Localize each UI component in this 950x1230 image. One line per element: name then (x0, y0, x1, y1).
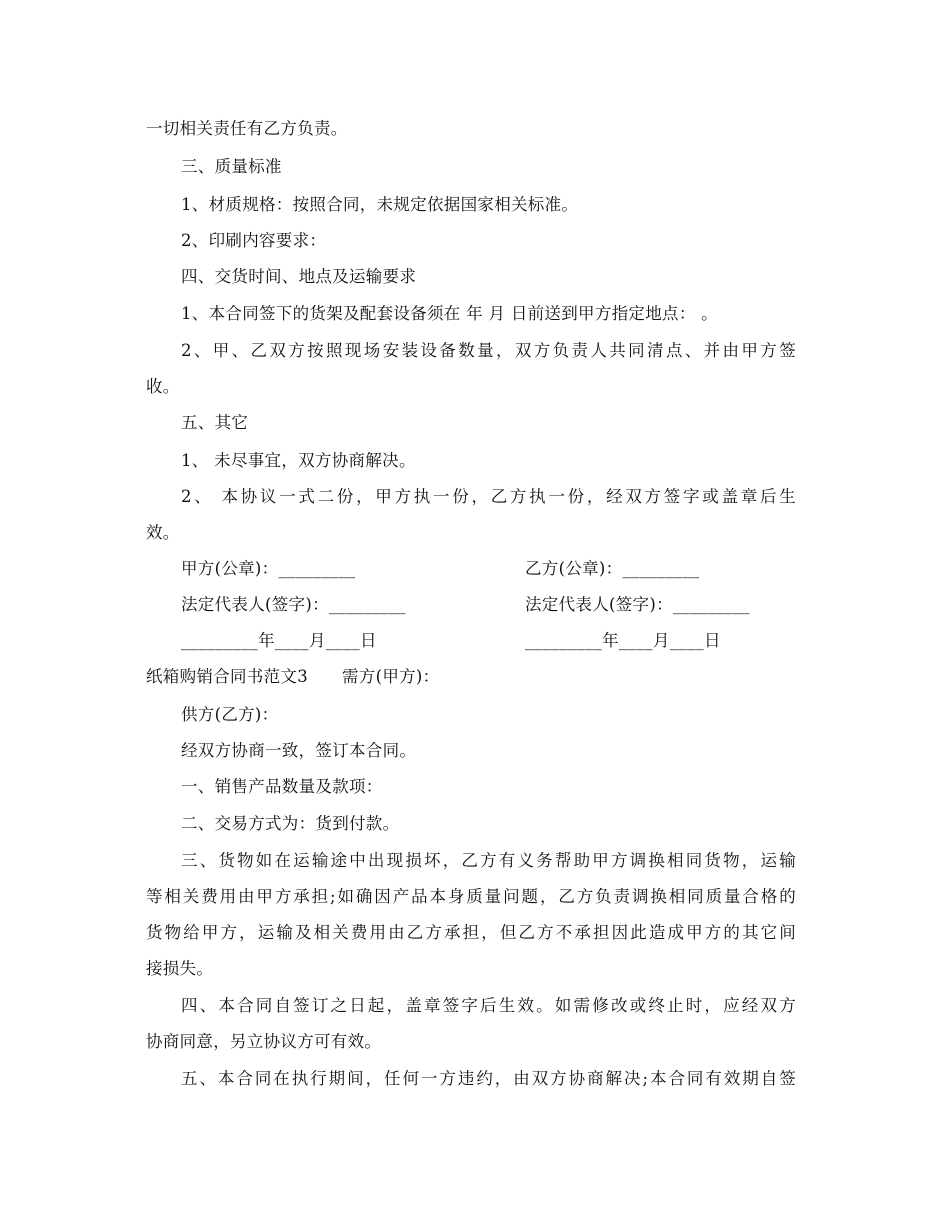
paragraph-line: 等相关费用由甲方承担;如确因产品本身质量问题，乙方负责调换相同质量合格的 (146, 887, 796, 906)
party-b-date-line: _________年____月____日 (525, 631, 721, 650)
paragraph-line: 货物给甲方，运输及相关费用由乙方承担，但乙方不承担因此造成甲方的其它间 (146, 923, 796, 942)
paragraph-line: 效。 (146, 523, 180, 542)
section-heading: 一、销售产品数量及款项： (181, 777, 383, 796)
paragraph-line: 五、本合同在执行期间，任何一方违约，由双方协商解决;本合同有效期自签 (181, 1069, 796, 1088)
party-a-representative-line: 法定代表人(签字)：_________ (181, 595, 406, 614)
paragraph-line: 1、本合同签下的货架及配套设备须在 年 月 日前送到甲方指定地点： 。 (181, 304, 718, 323)
paragraph-line: 2、印刷内容要求： (181, 231, 327, 250)
buyer-label: 需方(甲方)： (342, 667, 440, 686)
party-a-seal-line: 甲方(公章)：_________ (181, 559, 356, 578)
section-heading: 四、交货时间、地点及运输要求 (181, 267, 417, 286)
contract-title-line (146, 666, 439, 688)
contract-title: 纸箱购销合同书范文3 (146, 667, 308, 686)
paragraph-line: 1、材质规格：按照合同，未规定依据国家相关标准。 (181, 195, 579, 214)
paragraph-line: 2、甲、乙双方按照现场安装设备数量，双方负责人共同清点、并由甲方签 (181, 341, 796, 360)
party-b-seal-line: 乙方(公章)：_________ (525, 559, 700, 578)
paragraph-line: 三、货物如在运输途中出现损坏，乙方有义务帮助甲方调换相同货物，运输 (181, 851, 796, 870)
paragraph-line: 协商同意，另立协议方可有效。 (146, 1032, 382, 1051)
paragraph-line: 二、交易方式为：货到付款。 (181, 814, 400, 833)
party-a-date-line: _________年____月____日 (181, 631, 377, 650)
paragraph-line: 经双方协商一致，签订本合同。 (181, 741, 417, 760)
paragraph-line: 2、 本协议一式二份，甲方执一份，乙方执一份，经双方签字或盖章后生 (181, 487, 796, 506)
party-b-representative-line: 法定代表人(签字)：_________ (525, 595, 750, 614)
paragraph-line: 接损失。 (146, 959, 214, 978)
section-heading: 三、质量标准 (181, 157, 282, 176)
paragraph-line: 一切相关责任有乙方负责。 (146, 119, 348, 138)
paragraph-line: 收。 (146, 377, 180, 396)
supplier-label: 供方(乙方)： (181, 705, 279, 724)
paragraph-line: 四、本合同自签订之日起，盖章签字后生效。如需修改或终止时，应经双方 (181, 996, 796, 1015)
section-heading: 五、其它 (181, 413, 249, 432)
paragraph-line: 1、 未尽事宜，双方协商解决。 (181, 451, 416, 470)
